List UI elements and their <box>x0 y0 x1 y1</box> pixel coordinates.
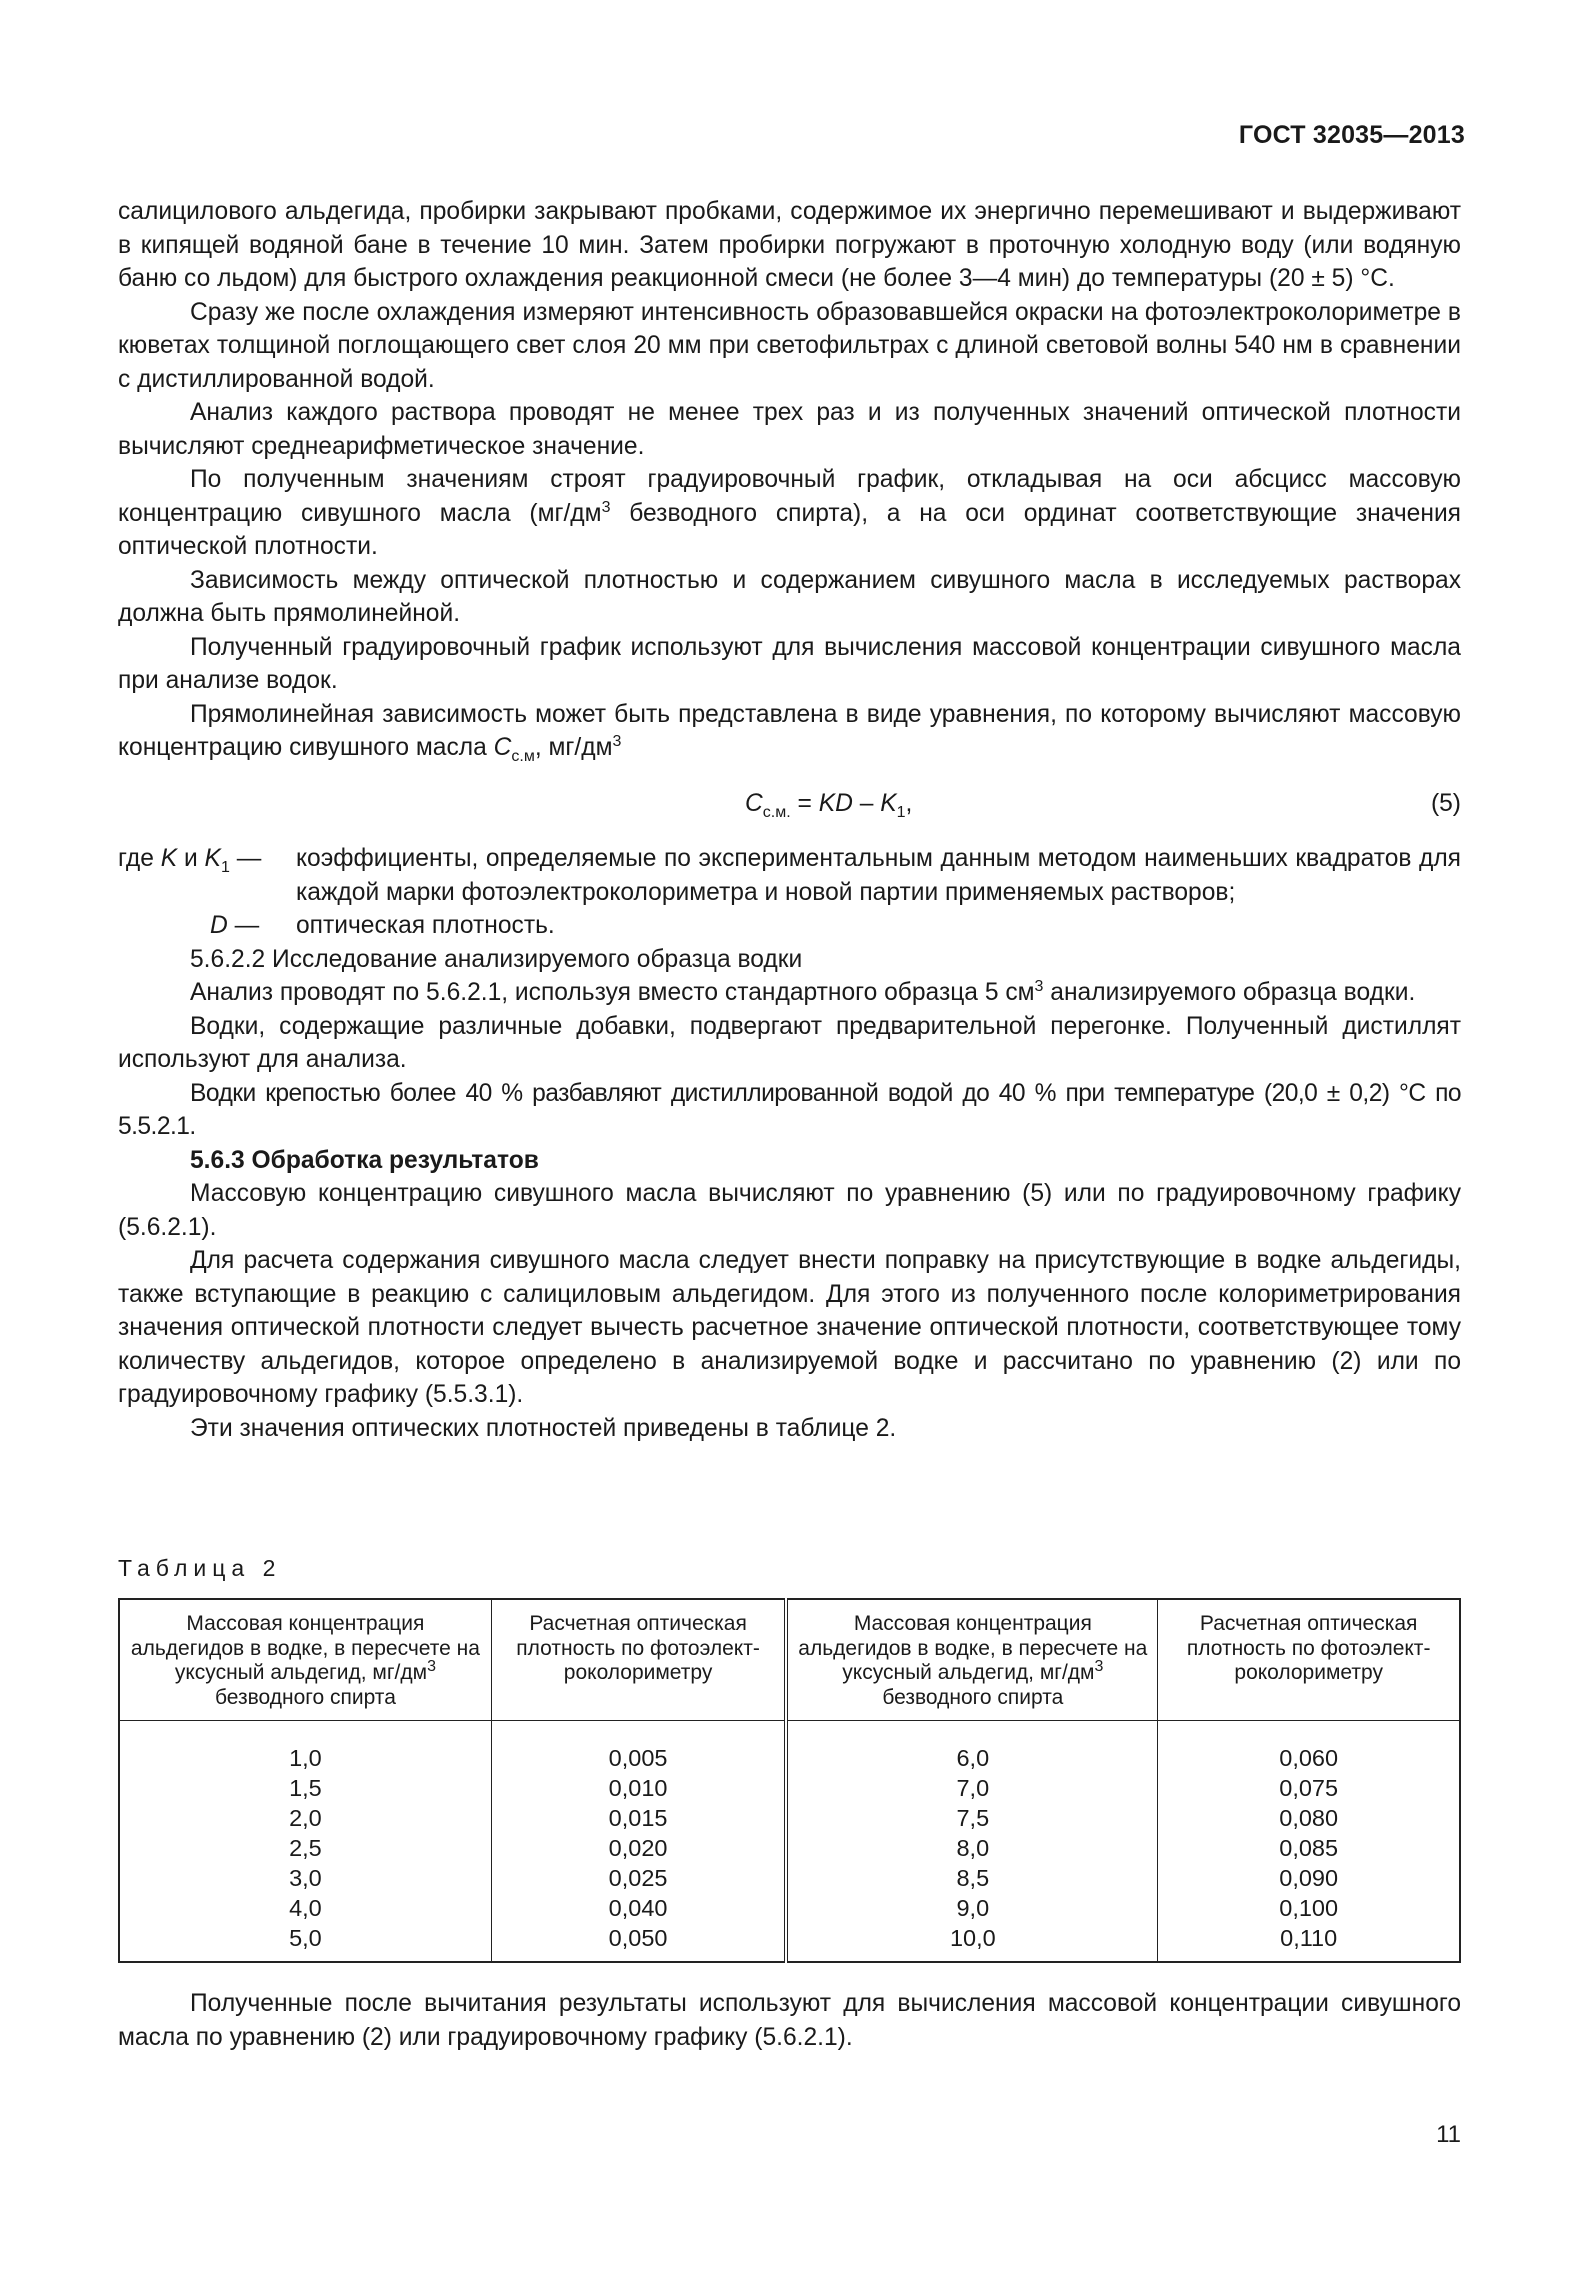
paragraph-dilution: Водки крепостью более 40 % разбавляют дистиллированной водой до 40 % при температуре (20,0 ± 0,2) °С по 5.5.2.1. <box>118 1079 1461 1140</box>
paragraph-additives: Водки, содержащие различные добавки, подвергают предварительной перегонке. Полученный дистиллят используют для анализа. <box>118 1012 1461 1073</box>
table-cell: 0,015 <box>491 1803 786 1833</box>
table-cell: 0,010 <box>491 1773 786 1803</box>
eq-k: K <box>818 789 836 817</box>
equation-5 <box>118 787 1461 821</box>
where-k1-sub: 1 <box>220 858 230 876</box>
table-caption: Таблица 2 <box>118 1555 282 1581</box>
page-number: 11 <box>1436 2121 1461 2148</box>
table-cell: 0,020 <box>491 1833 786 1863</box>
table-cell: 0,085 <box>1279 1835 1339 1861</box>
table-cell: 0,040 <box>491 1893 786 1923</box>
table-cell: 0,060 <box>1279 1745 1339 1771</box>
header-text: Массовая концентрация альдегидов в водке, в пересчете на уксусный альдегид, мг/дм <box>798 1612 1148 1684</box>
where-d: D <box>210 912 228 939</box>
equation-number: (5) <box>1430 789 1461 817</box>
table-cell: 0,075 <box>1279 1775 1339 1801</box>
where-and: и <box>177 845 205 872</box>
header-text: безводного спирта <box>882 1685 1064 1709</box>
table-cell: 1,0 <box>119 1721 491 1774</box>
section-heading-5622: 5.6.2.2 Исследование анализируемого образца водки <box>190 945 803 973</box>
table-cell: 0,080 <box>1279 1805 1339 1831</box>
paragraph-dependence: Зависимость между оптической плотностью и содержанием сивушного масла в исследуемых растворах должна быть прямолинейной. <box>118 566 1461 627</box>
where-row-k <box>118 842 1461 909</box>
superscript: 3 <box>427 1658 436 1675</box>
text-fragment: По полученным значениям строят градуировочный график, откладывая на оси абсцисс массовую концентрацию сивушного масла (мг/дм <box>118 466 1461 527</box>
table-cell: 0,005 <box>491 1721 786 1774</box>
table-2 <box>118 1598 1461 1963</box>
superscript: 3 <box>1094 1658 1104 1675</box>
eq-sign: = <box>790 789 819 817</box>
where-desc-k: коэффициенты, определяемые по экспериментальным данным методом наименьших квадратов для каждой марки фотоэлектроколориметра и новой партии применяемых растворов; <box>296 845 1461 906</box>
table-row <box>119 1833 1460 1863</box>
table-cell: 7,0 <box>786 1773 1158 1803</box>
eq-comma: , <box>905 789 913 817</box>
text-fragment: Анализ проводят по 5.6.2.1, используя вместо стандартного образца 5 см <box>190 979 1035 1006</box>
paragraph-analysis: Анализ каждого раствора проводят не менее трех раз и из полученных значений оптической плотности вычисляют среднеарифметическое значение. <box>118 399 1461 460</box>
table-cell: 2,0 <box>119 1803 491 1833</box>
table-cell: 9,0 <box>786 1893 1158 1923</box>
where-row-d <box>118 909 1461 943</box>
where-dash: — <box>227 912 260 939</box>
equation-expression <box>745 787 912 821</box>
where-label-d <box>118 909 296 943</box>
table-cell: 1,5 <box>119 1773 491 1803</box>
superscript: 3 <box>612 732 622 750</box>
after-table-text <box>118 1987 1461 2054</box>
where-dash: — <box>229 845 262 872</box>
table-row <box>119 1863 1460 1893</box>
paragraph-calibration <box>118 463 1461 564</box>
header-aldehyde-concentration-1 <box>119 1599 491 1721</box>
table-cell: 6,0 <box>786 1721 1158 1774</box>
table-cell: 8,5 <box>786 1863 1158 1893</box>
text-fragment: анализируемого образца водки. <box>1043 979 1416 1006</box>
table-cell: 4,0 <box>119 1893 491 1923</box>
paragraph-graph-usage: Полученный градуировочный график используют для вычисления массовой концентрации сивушного масла при анализе водок. <box>118 633 1461 694</box>
where-label-k <box>118 842 296 909</box>
table-header-row <box>119 1599 1460 1721</box>
paragraph-continuation: салицилового альдегида, пробирки закрывают пробками, содержимое их энергично перемешивают и выдерживают в кипящей водяной бане в течение 10 мин. Затем пробирки погружают в проточную холодную воду (или водяную баню со льдом) для быстрого охлаждения реакционной смеси (не более 3—4 мин) до температуры (20 ± 5) °С. <box>118 198 1461 292</box>
table-cell: 8,0 <box>786 1833 1158 1863</box>
paragraph-final: Полученные после вычитания результаты используют для вычисления массовой концентрации сивушного масла по уравнению (2) или градуировочному графику (5.6.2.1). <box>118 1990 1461 2051</box>
where-k1: K <box>204 845 221 872</box>
variable-c: C <box>493 734 512 761</box>
table-row <box>119 1721 1460 1774</box>
paragraph-measurement: Сразу же после охлаждения измеряют интенсивность образовавшейся окраски на фотоэлектроколориметре в кюветах толщиной поглощающего свет слоя 20 мм при светофильтрах с длиной световой волны 540 нм в сравнении с дистиллированной водой. <box>118 298 1461 393</box>
eq-lhs-sub: с.м. <box>762 803 791 821</box>
text-fragment: Прямолинейная зависимость может быть представлена в виде уравнения, по которому вычисляют массовую концентрацию сивушного масла <box>118 700 1461 761</box>
where-k: K <box>160 845 178 872</box>
where-lead: где <box>118 845 161 872</box>
table-cell: 3,0 <box>119 1863 491 1893</box>
table-row <box>119 1923 1460 1962</box>
eq-k1: K <box>880 789 897 817</box>
document-header: ГОСТ 32035—2013 <box>1238 121 1465 149</box>
header-text: Массовая концентрация альдегидов в водке, в пересчете на уксусный альдегид, мг/дм <box>130 1612 480 1684</box>
eq-k1-sub: 1 <box>896 803 906 821</box>
table-row <box>119 1893 1460 1923</box>
paragraph-sample-analysis <box>118 976 1461 1010</box>
where-block <box>118 842 1461 943</box>
subscript: с.м <box>511 747 535 765</box>
main-text <box>118 195 1461 1445</box>
text-fragment: , мг/дм <box>534 734 613 761</box>
text-fragment: безводного спирта), а на оси ординат соответствующие значения оптической плотности. <box>118 499 1461 560</box>
superscript: 3 <box>601 498 611 516</box>
paragraph-linear <box>118 698 1461 765</box>
table-cell: 10,0 <box>786 1923 1158 1962</box>
table-cell: 0,090 <box>1279 1865 1339 1891</box>
superscript: 3 <box>1034 977 1044 995</box>
table-cell: 0,025 <box>491 1863 786 1893</box>
paragraph-correction: Для расчета содержания сивушного масла следует внести поправку на присутствующие в водке альдегиды, также вступающие в реакцию с салициловым альдегидом. Для этого из полученного после колориметрирования значения оптической плотности следует вычесть расчетное значение оптической плотности, соответствующее тому количеству альдегидов, которое определено в анализируемой водке и рассчитано по уравнению (2) или по градуировочному графику (5.5.3.1). <box>118 1247 1461 1408</box>
table-cell: 2,5 <box>119 1833 491 1863</box>
table-row <box>119 1773 1460 1803</box>
eq-d: D <box>835 789 853 817</box>
header-optical-density-2: Расчетная оптическая плотность по фотоэлектроколориметру <box>1158 1599 1460 1721</box>
table-row <box>119 1803 1460 1833</box>
header-aldehyde-concentration-2 <box>786 1599 1158 1721</box>
table-cell: 5,0 <box>119 1923 491 1962</box>
table-cell: 0,110 <box>1280 1925 1338 1951</box>
header-text: безводного спирта <box>214 1685 396 1709</box>
paragraph-table-ref: Эти значения оптических плотностей приведены в таблице 2. <box>190 1414 897 1442</box>
table-cell: 0,050 <box>491 1923 786 1962</box>
paragraph-calculation: Массовую концентрацию сивушного масла вычисляют по уравнению (5) или по градуировочному графику (5.6.2.1). <box>118 1180 1461 1241</box>
eq-minus: – <box>852 789 881 817</box>
where-desc-d: оптическая плотность. <box>296 912 555 939</box>
eq-lhs-var: C <box>745 789 763 817</box>
section-heading-563: 5.6.3 Обработка результатов <box>190 1146 539 1174</box>
header-optical-density-1: Расчетная оптическая плотность по фотоэлектроколориметру <box>491 1599 786 1721</box>
table-cell: 7,5 <box>786 1803 1158 1833</box>
table-cell: 0,100 <box>1279 1895 1339 1921</box>
